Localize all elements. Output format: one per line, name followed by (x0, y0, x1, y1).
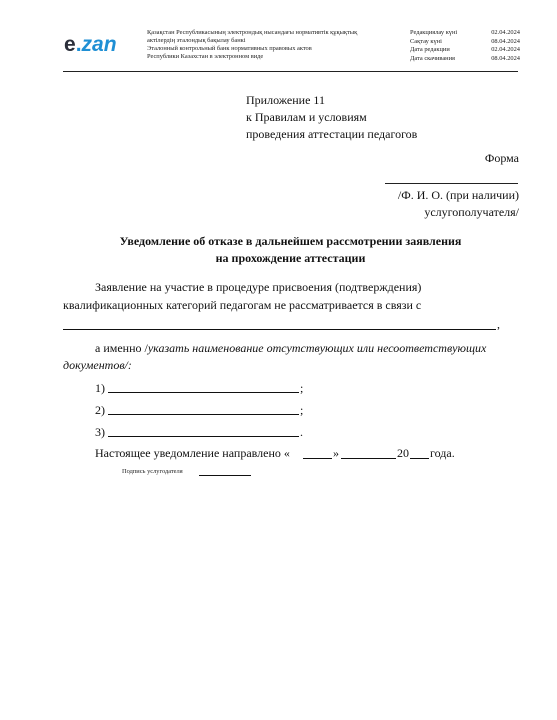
recipient-line: /Ф. И. О. (при наличии) (397, 188, 519, 202)
meta-row (410, 46, 520, 55)
item-blank-line (108, 414, 299, 415)
svg-text:e.zan: e.zan (64, 33, 117, 56)
annex-line: проведения аттестации педагогов (246, 127, 418, 141)
comma: , (497, 317, 500, 331)
meta-row (410, 38, 520, 47)
header-divider (63, 71, 518, 72)
meta-label: Сақтау күні (410, 37, 442, 45)
item-end: ; (300, 403, 304, 417)
meta-value: 02.04.2024 (491, 29, 520, 36)
meta-value: 08.04.2024 (491, 37, 520, 45)
body-italic-text: документов/: (63, 358, 132, 372)
body-italic-text: указать наименование отсутствующих или несоответствующих (147, 341, 487, 355)
meta-row (410, 55, 520, 64)
document-title (63, 233, 518, 267)
year-suffix: года. (430, 446, 455, 460)
title-line: на прохождение аттестации (215, 251, 366, 265)
month-blank-line (341, 458, 396, 459)
year-blank-line (410, 458, 429, 459)
item-number: 3) (95, 425, 105, 439)
year-prefix: 20 (397, 446, 409, 460)
reason-blank-line (63, 329, 496, 330)
meta-row (410, 29, 520, 38)
item-blank-line (108, 392, 299, 393)
body-line: квалификационных категорий педагогам не рассматривается в связи с (63, 298, 422, 312)
meta-label: Редакциялау күні (410, 29, 458, 36)
item-number: 1) (95, 381, 105, 395)
item-number: 2) (95, 403, 105, 417)
meta-label: Дата редакции (410, 46, 450, 54)
recipient-name-line (385, 183, 518, 184)
header-source-text (147, 29, 397, 61)
item-blank-line (108, 436, 299, 437)
header-line: Қазақстан Республикасының электрондық нысандағы нормативтік құқықтық (147, 29, 358, 36)
signature-label: Подпись услугодателя (122, 468, 183, 475)
ezan-logo (64, 30, 134, 56)
meta-value: 08.04.2024 (491, 55, 520, 63)
day-blank-line (303, 458, 332, 459)
annex-line: к Правилам и условиям (246, 110, 367, 124)
body-line (95, 341, 486, 356)
header-line: актілердің эталондық бақылау банкі (147, 37, 246, 45)
body-text: а именно / (95, 341, 148, 355)
item-end: . (300, 425, 303, 439)
sent-quote-close: » (333, 446, 339, 460)
item-end: ; (300, 381, 304, 395)
sent-text: Настоящее уведомление направлено « (95, 446, 290, 460)
header-line: Эталонный контрольный банк нормативных правовых актов (147, 45, 312, 53)
body-line: Заявление на участие в процедуре присвоения (подтверждения) (95, 280, 422, 294)
signature-line (199, 475, 251, 476)
recipient-line: услугополучателя/ (424, 205, 519, 219)
annex-block (246, 92, 417, 143)
annex-line: Приложение 11 (246, 93, 325, 107)
recipient-block (398, 187, 519, 221)
form-label: Форма (484, 151, 519, 165)
header-meta (410, 29, 520, 64)
meta-value: 02.04.2024 (491, 46, 520, 54)
title-line: Уведомление об отказе в дальнейшем рассмотрении заявления (119, 234, 462, 248)
header-line: Республики Казахстан в электронном виде (147, 53, 264, 61)
meta-label: Дата скачивания (410, 55, 455, 63)
